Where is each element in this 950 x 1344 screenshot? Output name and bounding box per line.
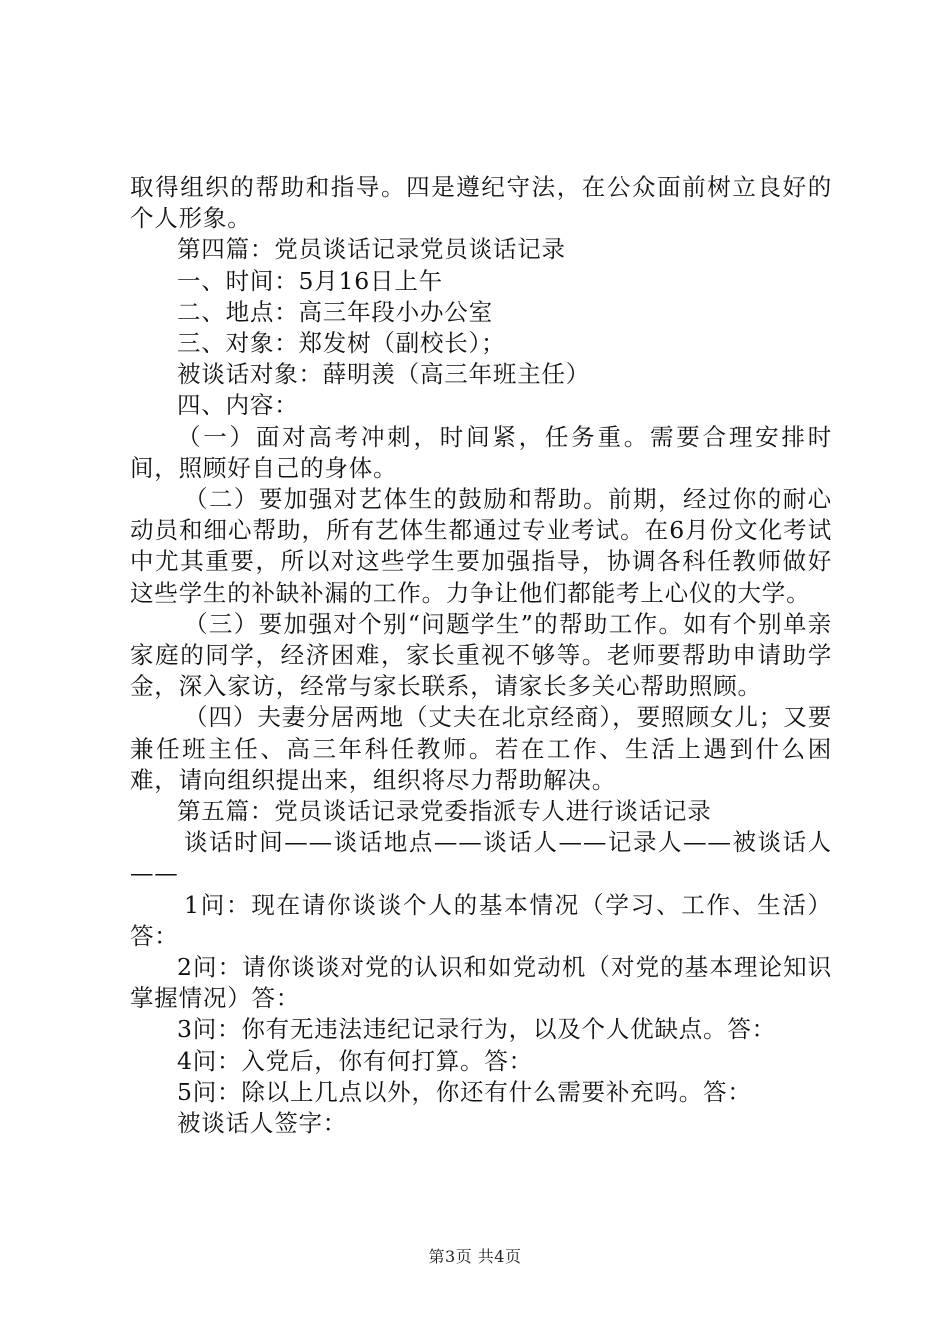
content-item-2: （二）要加强对艺体生的鼓励和帮助。前期，经过你的耐心动员和细心帮助，所有艺体生都通过专业考试。在6月份文化考试中尤其重要，所以对这些学生要加强指导，协调各科任教师做好这些学生的补缺补漏的工作。力争让他们都能考上心仪的大学。: [130, 485, 832, 607]
content-item-1: （一）面对高考冲刺，时间紧，任务重。需要合理安排时间，照顾好自己的身体。: [130, 422, 832, 482]
record-location: 二、地点：高三年段小办公室: [177, 297, 493, 326]
page-footer: 第3页 共4页: [428, 1247, 522, 1266]
question-5: 5问：除以上几点以外，你还有什么需要补充吗。答：: [177, 1077, 752, 1106]
record-content-heading: 四、内容：: [177, 391, 299, 420]
record-time: 一、时间：5月16日上午: [177, 266, 443, 295]
record-subject: 三、对象：郑发树（副校长）；: [177, 329, 506, 358]
paragraph-continuation: 取得组织的帮助和指导。四是遵纪守法，在公众面前树立良好的个人形象。: [130, 173, 832, 233]
section-title-4: 第四篇：党员谈话记录党员谈话记录: [177, 235, 566, 264]
question-1: 1问：现在请你谈谈个人的基本情况（学习、工作、生活）答：: [130, 890, 832, 950]
interview-fields-line: 谈话时间——谈话地点——谈话人——记录人——被谈话人——: [130, 828, 832, 888]
content-item-4: （四）夫妻分居两地（丈夫在北京经商），要照顾女儿；又要兼任班主任、高三年科任教师。若在工作、生活上遇到什么困难，请向组织提出来，组织将尽力帮助解决。: [130, 703, 832, 794]
record-interviewee: 被谈话对象：薛明羡（高三年班主任）: [177, 360, 591, 389]
question-3: 3问：你有无违法违纪记录行为，以及个人优缺点。答：: [177, 1015, 776, 1044]
section-title-5: 第五篇：党员谈话记录党委指派专人进行谈话记录: [177, 797, 712, 826]
question-4: 4问：入党后，你有何打算。答：: [177, 1046, 533, 1075]
document-body: [130, 172, 832, 1139]
question-2: 2问：请你谈谈对党的认识和如党动机（对党的基本理论知识掌握情况）答：: [130, 953, 832, 1013]
signature-line: 被谈话人签字：: [177, 1109, 348, 1138]
content-item-3: （三）要加强对个别“问题学生”的帮助工作。如有个别单亲家庭的同学，经济困难，家长重视不够等。老师要帮助申请助学金，深入家访，经常与家长联系，请家长多关心帮助照顾。: [130, 609, 832, 701]
